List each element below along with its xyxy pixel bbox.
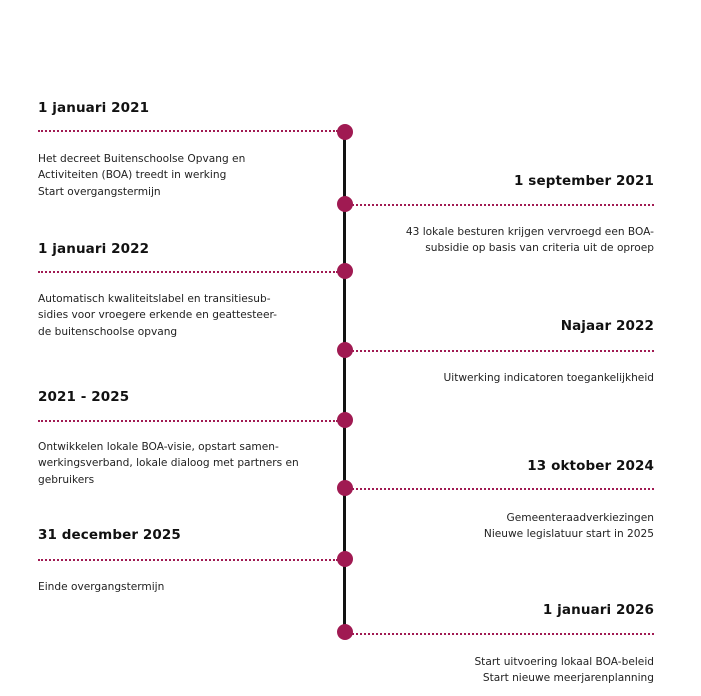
- timeline-marker: [337, 196, 353, 212]
- event-connector: [352, 488, 654, 490]
- event-connector: [38, 271, 338, 273]
- event-date-2021-2025: 2021 - 2025: [38, 389, 130, 405]
- event-description: Automatisch kwaliteitslabel en transitiesub- sidies voor vroegere erkende en geattesteer- de buitenschoolse opvang: [38, 293, 277, 338]
- event-date-2021-01: 1 januari 2021: [38, 100, 150, 116]
- timeline-marker: [337, 624, 353, 640]
- event-description: 43 lokale besturen krijgen vervroegd een BOA- subsidie op basis van criteria uit de oproep: [405, 226, 654, 255]
- event-connector: [38, 559, 338, 561]
- event-description: Gemeenteraadverkiezingen Nieuwe legislatuur start in 2025: [483, 512, 654, 541]
- event-description: Uitwerking indicatoren toegankelijkheid: [443, 372, 654, 384]
- event-date-2025-12: 31 december 2025: [38, 527, 181, 543]
- event-description: Het decreet Buitenschoolse Opvang en Activiteiten (BOA) treedt in werking Start overgangstermijn: [38, 153, 246, 198]
- timeline-marker: [337, 480, 353, 496]
- timeline-marker: [337, 412, 353, 428]
- event-date-2024-10: 13 oktober 2024: [527, 458, 654, 474]
- event-description: Start uitvoering lokaal BOA-beleid Start nieuwe meerjarenplanning: [474, 656, 654, 685]
- event-description: Einde overgangstermijn: [38, 581, 165, 593]
- event-description: Ontwikkelen lokale BOA-visie, opstart samen- werkingsverband, lokale dialoog met partners en gebruikers: [38, 441, 299, 486]
- timeline-marker: [337, 124, 353, 140]
- timeline-marker: [337, 342, 353, 358]
- event-connector: [352, 633, 654, 635]
- event-date-2022-najaar: Najaar 2022: [560, 318, 654, 334]
- event-connector: [352, 204, 654, 206]
- timeline-marker: [337, 551, 353, 567]
- event-connector: [38, 130, 338, 132]
- event-connector: [352, 350, 654, 352]
- timeline-marker: [337, 263, 353, 279]
- event-date-2022-01: 1 januari 2022: [38, 241, 150, 257]
- event-connector: [38, 420, 338, 422]
- event-date-2021-09: 1 september 2021: [514, 173, 654, 189]
- event-date-2026-01: 1 januari 2026: [542, 602, 654, 618]
